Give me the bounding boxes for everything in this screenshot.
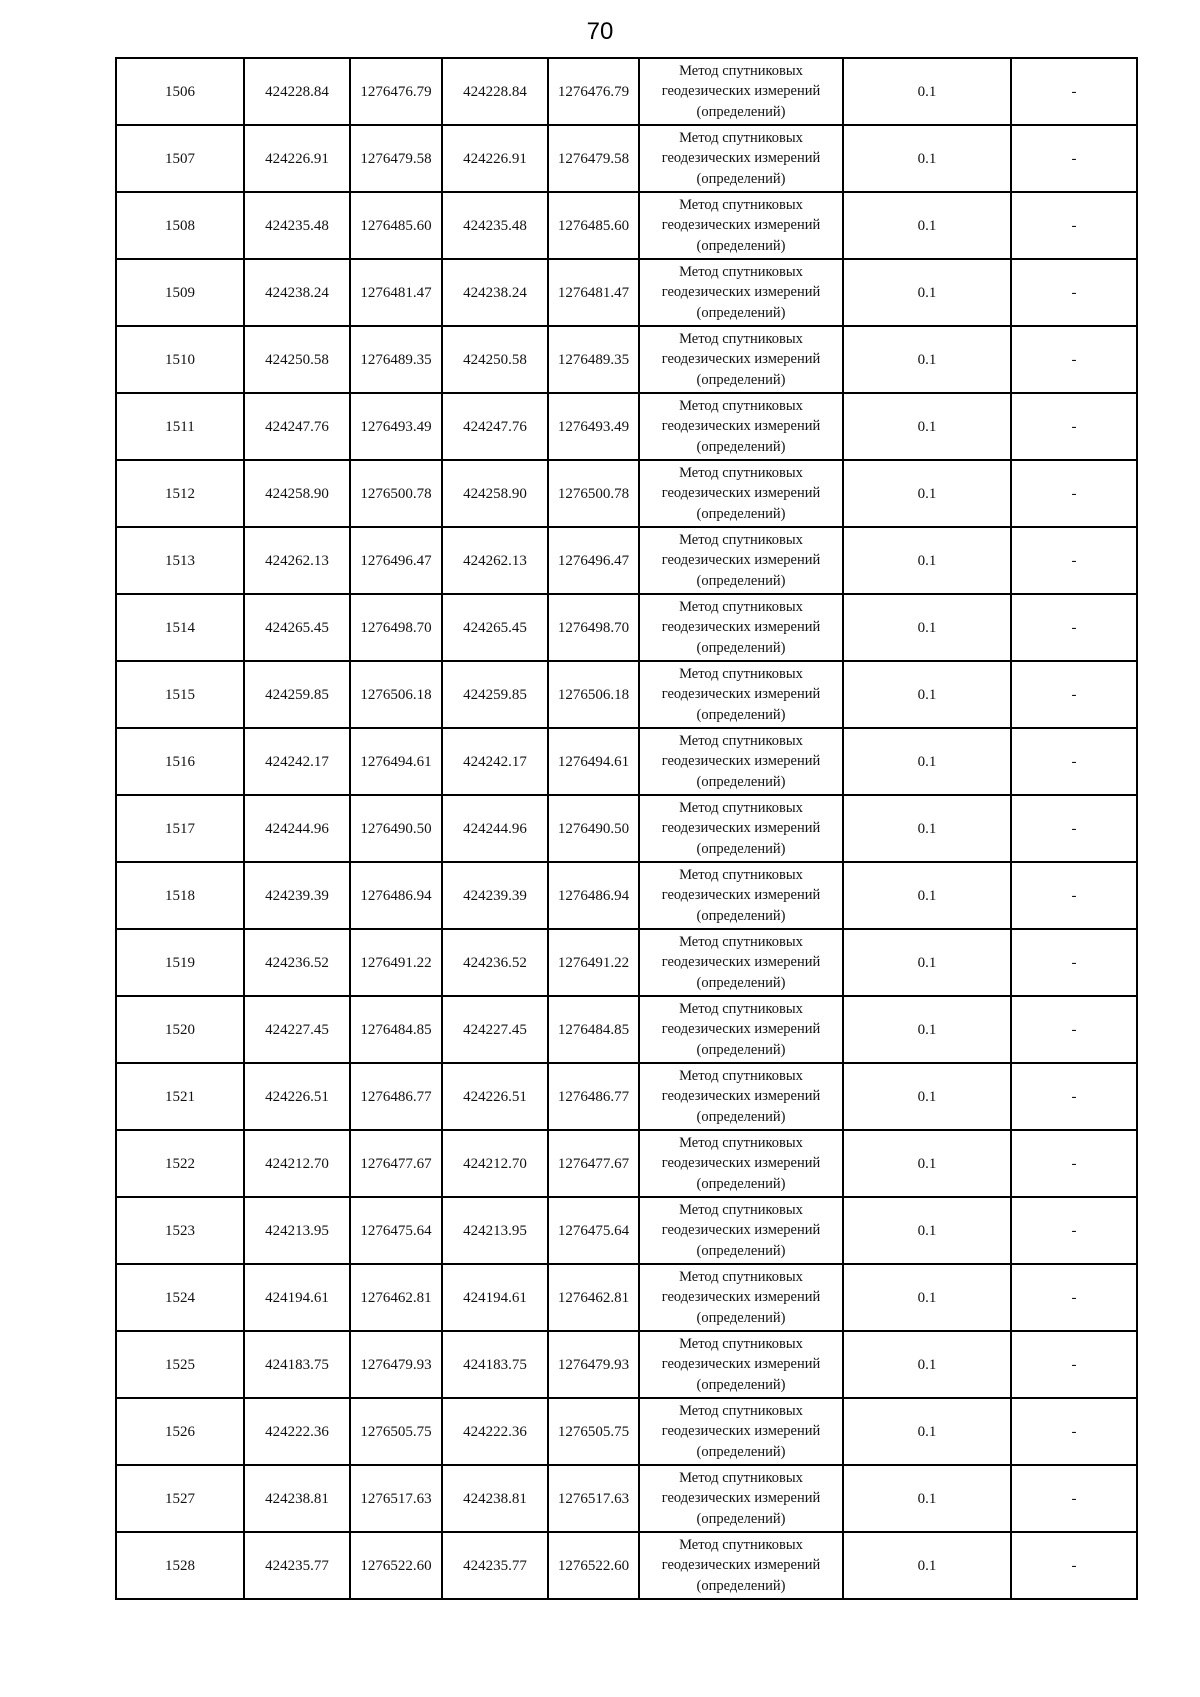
new-x-cell: 424247.76 (442, 393, 548, 460)
new-x-cell: 424242.17 (442, 728, 548, 795)
new-y-cell: 1276500.78 (548, 460, 639, 527)
method-cell: Метод спутниковых геодезических измерений (определений) (639, 1465, 843, 1532)
existing-y-cell: 1276491.22 (350, 929, 442, 996)
new-y-cell: 1276486.94 (548, 862, 639, 929)
new-x-cell: 424265.45 (442, 594, 548, 661)
existing-x-cell: 424258.90 (244, 460, 350, 527)
existing-y-cell: 1276506.18 (350, 661, 442, 728)
new-x-cell: 424250.58 (442, 326, 548, 393)
method-cell: Метод спутниковых геодезических измерений (определений) (639, 594, 843, 661)
existing-y-cell: 1276522.60 (350, 1532, 442, 1599)
accuracy-cell: 0.1 (843, 326, 1011, 393)
method-cell: Метод спутниковых геодезических измерений (определений) (639, 1264, 843, 1331)
new-x-cell: 424183.75 (442, 1331, 548, 1398)
method-cell: Метод спутниковых геодезических измерений (определений) (639, 996, 843, 1063)
note-cell: - (1011, 58, 1137, 125)
existing-x-cell: 424247.76 (244, 393, 350, 460)
note-cell: - (1011, 1465, 1137, 1532)
existing-x-cell: 424235.77 (244, 1532, 350, 1599)
note-cell: - (1011, 1398, 1137, 1465)
existing-x-cell: 424183.75 (244, 1331, 350, 1398)
method-cell: Метод спутниковых геодезических измерений (определений) (639, 259, 843, 326)
point-number-cell: 1516 (116, 728, 244, 795)
existing-y-cell: 1276500.78 (350, 460, 442, 527)
note-cell: - (1011, 1331, 1137, 1398)
method-cell: Метод спутниковых геодезических измерений (определений) (639, 1197, 843, 1264)
method-cell: Метод спутниковых геодезических измерений (определений) (639, 460, 843, 527)
note-cell: - (1011, 326, 1137, 393)
new-x-cell: 424259.85 (442, 661, 548, 728)
note-cell: - (1011, 527, 1137, 594)
accuracy-cell: 0.1 (843, 594, 1011, 661)
new-y-cell: 1276491.22 (548, 929, 639, 996)
table-row (116, 1197, 1137, 1264)
point-number-cell: 1508 (116, 192, 244, 259)
existing-x-cell: 424262.13 (244, 527, 350, 594)
accuracy-cell: 0.1 (843, 1331, 1011, 1398)
note-cell: - (1011, 1264, 1137, 1331)
point-number-cell: 1527 (116, 1465, 244, 1532)
existing-x-cell: 424212.70 (244, 1130, 350, 1197)
table-row (116, 192, 1137, 259)
point-number-cell: 1524 (116, 1264, 244, 1331)
existing-y-cell: 1276498.70 (350, 594, 442, 661)
note-cell: - (1011, 929, 1137, 996)
table-row (116, 594, 1137, 661)
new-y-cell: 1276481.47 (548, 259, 639, 326)
new-x-cell: 424222.36 (442, 1398, 548, 1465)
table-row (116, 527, 1137, 594)
method-cell: Метод спутниковых геодезических измерений (определений) (639, 795, 843, 862)
table-row (116, 1465, 1137, 1532)
method-cell: Метод спутниковых геодезических измерений (определений) (639, 1130, 843, 1197)
accuracy-cell: 0.1 (843, 1063, 1011, 1130)
existing-y-cell: 1276462.81 (350, 1264, 442, 1331)
accuracy-cell: 0.1 (843, 58, 1011, 125)
point-number-cell: 1525 (116, 1331, 244, 1398)
new-y-cell: 1276479.93 (548, 1331, 639, 1398)
table-row (116, 1398, 1137, 1465)
table-row (116, 326, 1137, 393)
existing-y-cell: 1276493.49 (350, 393, 442, 460)
point-number-cell: 1523 (116, 1197, 244, 1264)
existing-x-cell: 424242.17 (244, 728, 350, 795)
new-x-cell: 424226.91 (442, 125, 548, 192)
method-cell: Метод спутниковых геодезических измерений (определений) (639, 527, 843, 594)
existing-y-cell: 1276517.63 (350, 1465, 442, 1532)
new-x-cell: 424235.77 (442, 1532, 548, 1599)
existing-y-cell: 1276490.50 (350, 795, 442, 862)
note-cell: - (1011, 728, 1137, 795)
table-row (116, 1130, 1137, 1197)
table-row (116, 393, 1137, 460)
new-x-cell: 424226.51 (442, 1063, 548, 1130)
note-cell: - (1011, 460, 1137, 527)
existing-x-cell: 424238.24 (244, 259, 350, 326)
point-number-cell: 1518 (116, 862, 244, 929)
new-x-cell: 424262.13 (442, 527, 548, 594)
existing-x-cell: 424228.84 (244, 58, 350, 125)
accuracy-cell: 0.1 (843, 192, 1011, 259)
table-body (116, 58, 1137, 1599)
accuracy-cell: 0.1 (843, 996, 1011, 1063)
new-y-cell: 1276485.60 (548, 192, 639, 259)
existing-y-cell: 1276477.67 (350, 1130, 442, 1197)
new-x-cell: 424228.84 (442, 58, 548, 125)
existing-y-cell: 1276484.85 (350, 996, 442, 1063)
existing-x-cell: 424239.39 (244, 862, 350, 929)
accuracy-cell: 0.1 (843, 527, 1011, 594)
point-number-cell: 1506 (116, 58, 244, 125)
new-x-cell: 424244.96 (442, 795, 548, 862)
method-cell: Метод спутниковых геодезических измерений (определений) (639, 326, 843, 393)
new-y-cell: 1276494.61 (548, 728, 639, 795)
point-number-cell: 1521 (116, 1063, 244, 1130)
new-x-cell: 424235.48 (442, 192, 548, 259)
new-y-cell: 1276496.47 (548, 527, 639, 594)
existing-y-cell: 1276505.75 (350, 1398, 442, 1465)
existing-x-cell: 424222.36 (244, 1398, 350, 1465)
table-row (116, 1063, 1137, 1130)
new-x-cell: 424194.61 (442, 1264, 548, 1331)
method-cell: Метод спутниковых геодезических измерений (определений) (639, 728, 843, 795)
note-cell: - (1011, 795, 1137, 862)
table-row (116, 996, 1137, 1063)
method-cell: Метод спутниковых геодезических измерений (определений) (639, 192, 843, 259)
point-number-cell: 1507 (116, 125, 244, 192)
accuracy-cell: 0.1 (843, 460, 1011, 527)
accuracy-cell: 0.1 (843, 259, 1011, 326)
table-row (116, 1532, 1137, 1599)
existing-y-cell: 1276494.61 (350, 728, 442, 795)
note-cell: - (1011, 862, 1137, 929)
existing-y-cell: 1276485.60 (350, 192, 442, 259)
table-row (116, 661, 1137, 728)
new-x-cell: 424258.90 (442, 460, 548, 527)
note-cell: - (1011, 1532, 1137, 1599)
accuracy-cell: 0.1 (843, 1465, 1011, 1532)
existing-x-cell: 424259.85 (244, 661, 350, 728)
new-y-cell: 1276505.75 (548, 1398, 639, 1465)
page-number: 70 (586, 18, 614, 45)
existing-y-cell: 1276486.77 (350, 1063, 442, 1130)
existing-x-cell: 424213.95 (244, 1197, 350, 1264)
accuracy-cell: 0.1 (843, 728, 1011, 795)
note-cell: - (1011, 594, 1137, 661)
existing-y-cell: 1276481.47 (350, 259, 442, 326)
new-y-cell: 1276479.58 (548, 125, 639, 192)
accuracy-cell: 0.1 (843, 1197, 1011, 1264)
existing-x-cell: 424227.45 (244, 996, 350, 1063)
existing-y-cell: 1276475.64 (350, 1197, 442, 1264)
note-cell: - (1011, 996, 1137, 1063)
new-y-cell: 1276462.81 (548, 1264, 639, 1331)
existing-y-cell: 1276479.58 (350, 125, 442, 192)
new-y-cell: 1276490.50 (548, 795, 639, 862)
existing-x-cell: 424235.48 (244, 192, 350, 259)
table-row (116, 1264, 1137, 1331)
new-y-cell: 1276506.18 (548, 661, 639, 728)
new-y-cell: 1276476.79 (548, 58, 639, 125)
point-number-cell: 1520 (116, 996, 244, 1063)
point-number-cell: 1511 (116, 393, 244, 460)
accuracy-cell: 0.1 (843, 1264, 1011, 1331)
accuracy-cell: 0.1 (843, 1532, 1011, 1599)
table-row (116, 259, 1137, 326)
new-x-cell: 424212.70 (442, 1130, 548, 1197)
accuracy-cell: 0.1 (843, 661, 1011, 728)
coordinates-table (115, 57, 1138, 1600)
existing-y-cell: 1276486.94 (350, 862, 442, 929)
existing-y-cell: 1276479.93 (350, 1331, 442, 1398)
new-x-cell: 424239.39 (442, 862, 548, 929)
table-row (116, 862, 1137, 929)
method-cell: Метод спутниковых геодезических измерений (определений) (639, 1063, 843, 1130)
new-x-cell: 424213.95 (442, 1197, 548, 1264)
new-y-cell: 1276498.70 (548, 594, 639, 661)
new-y-cell: 1276522.60 (548, 1532, 639, 1599)
new-y-cell: 1276493.49 (548, 393, 639, 460)
method-cell: Метод спутниковых геодезических измерений (определений) (639, 661, 843, 728)
new-x-cell: 424238.24 (442, 259, 548, 326)
point-number-cell: 1514 (116, 594, 244, 661)
method-cell: Метод спутниковых геодезических измерений (определений) (639, 393, 843, 460)
note-cell: - (1011, 1197, 1137, 1264)
new-x-cell: 424227.45 (442, 996, 548, 1063)
accuracy-cell: 0.1 (843, 1130, 1011, 1197)
accuracy-cell: 0.1 (843, 393, 1011, 460)
point-number-cell: 1517 (116, 795, 244, 862)
accuracy-cell: 0.1 (843, 125, 1011, 192)
new-x-cell: 424236.52 (442, 929, 548, 996)
method-cell: Метод спутниковых геодезических измерений (определений) (639, 125, 843, 192)
table-row (116, 58, 1137, 125)
note-cell: - (1011, 661, 1137, 728)
note-cell: - (1011, 1063, 1137, 1130)
new-y-cell: 1276477.67 (548, 1130, 639, 1197)
existing-x-cell: 424226.91 (244, 125, 350, 192)
note-cell: - (1011, 1130, 1137, 1197)
table-row (116, 125, 1137, 192)
note-cell: - (1011, 125, 1137, 192)
new-y-cell: 1276517.63 (548, 1465, 639, 1532)
table-row (116, 1331, 1137, 1398)
method-cell: Метод спутниковых геодезических измерений (определений) (639, 862, 843, 929)
existing-x-cell: 424194.61 (244, 1264, 350, 1331)
existing-y-cell: 1276489.35 (350, 326, 442, 393)
point-number-cell: 1509 (116, 259, 244, 326)
point-number-cell: 1512 (116, 460, 244, 527)
table-row (116, 929, 1137, 996)
point-number-cell: 1513 (116, 527, 244, 594)
new-y-cell: 1276484.85 (548, 996, 639, 1063)
point-number-cell: 1515 (116, 661, 244, 728)
accuracy-cell: 0.1 (843, 1398, 1011, 1465)
method-cell: Метод спутниковых геодезических измерений (определений) (639, 1331, 843, 1398)
method-cell: Метод спутниковых геодезических измерений (определений) (639, 1398, 843, 1465)
method-cell: Метод спутниковых геодезических измерений (определений) (639, 929, 843, 996)
existing-y-cell: 1276476.79 (350, 58, 442, 125)
accuracy-cell: 0.1 (843, 795, 1011, 862)
note-cell: - (1011, 192, 1137, 259)
method-cell: Метод спутниковых геодезических измерений (определений) (639, 1532, 843, 1599)
method-cell: Метод спутниковых геодезических измерений (определений) (639, 58, 843, 125)
new-x-cell: 424238.81 (442, 1465, 548, 1532)
accuracy-cell: 0.1 (843, 929, 1011, 996)
point-number-cell: 1528 (116, 1532, 244, 1599)
new-y-cell: 1276486.77 (548, 1063, 639, 1130)
existing-x-cell: 424238.81 (244, 1465, 350, 1532)
point-number-cell: 1510 (116, 326, 244, 393)
existing-y-cell: 1276496.47 (350, 527, 442, 594)
point-number-cell: 1522 (116, 1130, 244, 1197)
table-row (116, 728, 1137, 795)
accuracy-cell: 0.1 (843, 862, 1011, 929)
existing-x-cell: 424244.96 (244, 795, 350, 862)
existing-x-cell: 424236.52 (244, 929, 350, 996)
table-row (116, 795, 1137, 862)
note-cell: - (1011, 393, 1137, 460)
new-y-cell: 1276475.64 (548, 1197, 639, 1264)
existing-x-cell: 424265.45 (244, 594, 350, 661)
new-y-cell: 1276489.35 (548, 326, 639, 393)
existing-x-cell: 424250.58 (244, 326, 350, 393)
table-row (116, 460, 1137, 527)
existing-x-cell: 424226.51 (244, 1063, 350, 1130)
note-cell: - (1011, 259, 1137, 326)
point-number-cell: 1526 (116, 1398, 244, 1465)
point-number-cell: 1519 (116, 929, 244, 996)
